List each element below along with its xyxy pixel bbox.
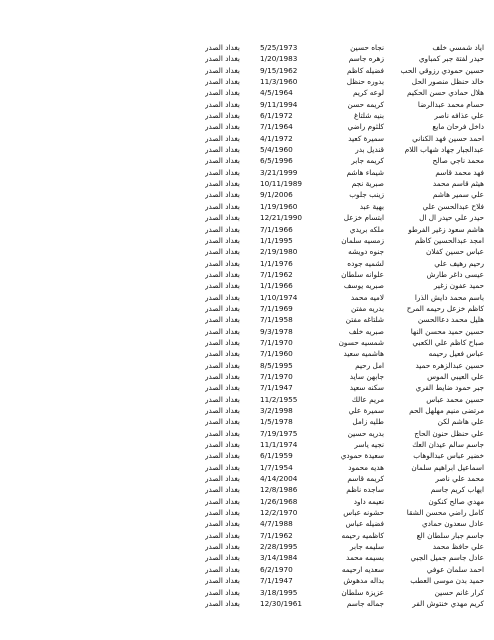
birth-place: بغداد الصدر [205, 406, 240, 415]
table-row [205, 496, 484, 507]
birth-date: 7/1/1966 [260, 224, 293, 234]
table-row [205, 405, 484, 416]
birth-place: بغداد الصدر [205, 54, 240, 64]
birth-place: بغداد الصدر [205, 530, 240, 540]
birth-place: بغداد الصدر [205, 88, 240, 98]
mother-name: كريمه جابر [351, 156, 384, 166]
birth-place: بغداد الصدر [205, 179, 240, 189]
birth-place: بغداد الصدر [205, 167, 240, 177]
birth-place: بغداد الصدر [205, 133, 240, 143]
birth-date: 6/2/1970 [260, 564, 293, 574]
person-name: كاظم خزعل رحيمه المرح [406, 303, 484, 313]
mother-name: كريمه حسن [347, 99, 384, 109]
birth-place: بغداد الصدر [205, 371, 240, 381]
birth-place: بغداد الصدر [205, 156, 240, 166]
person-name: اسماعيل ابراهيم سلمان [411, 462, 484, 472]
table-row [205, 326, 484, 337]
mother-name: عزيزة سلطان [341, 587, 384, 597]
birth-place: بغداد الصدر [205, 508, 240, 518]
birth-date: 1/1/1966 [260, 281, 293, 291]
person-name: كرار غانم حسين [434, 587, 484, 597]
birth-date: 3/2/1998 [260, 406, 293, 415]
mother-name: مريم عالك [351, 394, 384, 404]
person-name: جاسم سالم عيدان العك [412, 440, 484, 450]
table-row [205, 439, 484, 450]
table-row [205, 552, 484, 563]
mother-name: زينب جلوب [349, 190, 384, 200]
birth-place: بغداد الصدر [205, 474, 240, 484]
birth-date: 4/1/1972 [260, 133, 293, 143]
mother-name: سليمه جابر [350, 542, 384, 552]
table-row [205, 473, 484, 484]
person-name: حسين حمودي رزوقي الحب [400, 65, 484, 75]
table-row [205, 416, 484, 427]
mother-name: فضيله كاظم [346, 65, 384, 75]
birth-place: بغداد الصدر [205, 394, 240, 404]
birth-date: 3/14/1984 [260, 553, 298, 563]
person-name: محمد ناجي صالح [432, 156, 484, 166]
birth-place: بغداد الصدر [205, 587, 240, 597]
birth-date: 9/11/1994 [260, 99, 298, 109]
mother-name: لاميه محمد [350, 292, 384, 302]
person-name: علي سمير هاشم [432, 190, 484, 200]
birth-date: 7/19/1975 [260, 428, 298, 438]
mother-name: بسيمه محمد [346, 553, 384, 563]
birth-date: 3/21/1999 [260, 167, 298, 177]
mother-name: سكنه سعيد [349, 383, 384, 393]
birth-place: بغداد الصدر [205, 145, 240, 155]
birth-date: 6/5/1996 [260, 156, 293, 166]
table-row [205, 269, 484, 280]
birth-place: بغداد الصدر [205, 201, 240, 211]
person-name: عبدالجبار جهاد شهاب اللام [404, 145, 484, 155]
birth-place: بغداد الصدر [205, 213, 240, 223]
mother-name: كلثوم راضي [347, 122, 384, 132]
birth-date: 1/1/1976 [260, 258, 293, 268]
table-row [205, 541, 484, 552]
mother-name: زمسيه سلمان [341, 235, 384, 245]
person-name: عباس حسين كفلان [426, 247, 484, 257]
table-row [205, 314, 484, 325]
birth-date: 12/21/1990 [260, 213, 303, 223]
person-name: حسين حميد محسن النها [410, 326, 484, 336]
birth-date: 7/1/1964 [260, 122, 293, 132]
table-row [205, 382, 484, 393]
table-row [205, 201, 484, 212]
birth-date: 4/7/1988 [260, 519, 293, 529]
person-name: فلاح عبدالحسن علي [422, 201, 484, 211]
table-row [205, 530, 484, 541]
person-name: احمد سلمان عوفي [426, 564, 484, 574]
mother-name: سعيدة حمودي [340, 451, 384, 461]
birth-place: بغداد الصدر [205, 598, 240, 608]
records-body [205, 42, 484, 609]
person-name: علي العيبي الموس [427, 371, 484, 381]
birth-date: 1/19/1960 [260, 201, 298, 211]
mother-name: كاظميه رحيمه [341, 530, 384, 540]
mother-name: صبرية نجم [351, 179, 384, 189]
birth-place: بغداد الصدر [205, 258, 240, 268]
birth-place: بغداد الصدر [205, 451, 240, 461]
table-row [205, 575, 484, 586]
person-name: حسام محمد عبدالرضا [417, 99, 484, 109]
person-name: باسم محمد دايش الذرا [414, 292, 484, 302]
mother-name: نعيمه داود [353, 496, 384, 506]
person-name: هاشم سعود زغير الفرطو [408, 224, 484, 234]
person-name: جاسم جبار سلطان الع [416, 530, 484, 540]
table-row [205, 360, 484, 371]
birth-place: بغداد الصدر [205, 576, 240, 586]
mother-name: جماله جاسم [346, 598, 384, 608]
person-name: هيثم قاسم محمد [432, 179, 484, 189]
person-name: مرتضى منيم مهلهل الحم [409, 406, 484, 415]
mother-name: بدريه مفتن [350, 303, 384, 313]
table-row [205, 155, 484, 166]
person-name: فهد محمد قاسم [435, 167, 484, 177]
person-name: علي حافظ محمد [432, 542, 484, 552]
birth-place: بغداد الصدر [205, 99, 240, 109]
birth-place: بغداد الصدر [205, 190, 240, 200]
table-row [205, 224, 484, 235]
table-row [205, 394, 484, 405]
person-name: خضير عباس عبدالوهاب [413, 451, 484, 461]
mother-name: سعديه ارحيمه [341, 564, 384, 574]
birth-date: 9/15/1962 [260, 65, 298, 75]
mother-name: علوانه سلطان [341, 269, 384, 279]
birth-date: 7/1/1969 [260, 303, 293, 313]
birth-date: 4/5/1964 [260, 88, 293, 98]
birth-date: 9/3/1978 [260, 326, 293, 336]
birth-date: 12/8/1986 [260, 485, 298, 495]
birth-date: 4/14/2004 [260, 474, 298, 484]
person-name: اياد شمسي خلف [432, 43, 484, 52]
birth-place: بغداد الصدر [205, 553, 240, 563]
birth-date: 8/5/1995 [260, 360, 293, 370]
birth-date: 7/1/1958 [260, 315, 293, 325]
table-row [205, 258, 484, 269]
mother-name: حشونه عباس [343, 508, 384, 518]
mother-name: زهره جاسم [348, 54, 384, 64]
mother-name: صبريه خلف [348, 326, 384, 336]
table-row [205, 133, 484, 144]
birth-date: 11/1/1974 [260, 440, 298, 450]
birth-place: بغداد الصدر [205, 269, 240, 279]
birth-date: 1/5/1978 [260, 417, 293, 427]
mother-name: امل رحيم [355, 360, 384, 370]
person-name: حسين محمد عباس [426, 394, 484, 404]
birth-place: بغداد الصدر [205, 496, 240, 506]
table-row [205, 42, 484, 53]
person-name: علي حنظل حنون الحاج [414, 428, 484, 438]
birth-place: بغداد الصدر [205, 122, 240, 132]
birth-date: 1/26/1968 [260, 496, 298, 506]
person-name: عادل جاسم جميل الجبي [410, 553, 484, 563]
birth-place: بغداد الصدر [205, 462, 240, 472]
birth-place: بغداد الصدر [205, 542, 240, 552]
birth-place: بغداد الصدر [205, 485, 240, 495]
mother-name: صبريه يوسف [343, 281, 384, 291]
mother-name: كريمه قاسم [347, 474, 384, 484]
mother-name: ابتسام خزعل [343, 213, 384, 223]
table-row [205, 462, 484, 473]
birth-date: 2/19/1980 [260, 247, 298, 257]
table-row [205, 99, 484, 110]
birth-date: 7/1/1970 [260, 337, 293, 347]
person-name: عباس فعيل رحيمه [428, 349, 484, 359]
table-row [205, 598, 484, 609]
person-name: علي هاشم لكن [437, 417, 484, 427]
birth-place: بغداد الصدر [205, 360, 240, 370]
person-name: داخل فرحان مايع [432, 122, 484, 132]
person-name: حيدر لفتة جبر كمباوي [418, 54, 484, 64]
person-name: مهدي صالح كنكون [428, 496, 484, 506]
birth-place: بغداد الصدر [205, 292, 240, 302]
birth-date: 7/1/1947 [260, 576, 293, 586]
person-name: هلال حمادي حسن الحكيم [407, 88, 484, 98]
mother-name: سميرة علي [348, 406, 384, 415]
table-row [205, 450, 484, 461]
birth-date: 1/10/1974 [260, 292, 298, 302]
birth-date: 7/1/1962 [260, 269, 293, 279]
birth-date: 6/1/1972 [260, 111, 293, 121]
mother-name: لشميه جوده [347, 258, 384, 268]
birth-place: بغداد الصدر [205, 383, 240, 393]
person-name: صباح كاظم علي الكعبي [412, 337, 484, 347]
person-name: حميد بدن موسى العطب [410, 576, 484, 586]
table-row [205, 428, 484, 439]
birth-place: بغداد الصدر [205, 235, 240, 245]
table-row [205, 167, 484, 178]
table-row [205, 87, 484, 98]
table-row [205, 110, 484, 121]
person-name: حسين عبدالزهره حميد [415, 360, 484, 370]
birth-place: بغداد الصدر [205, 247, 240, 257]
table-row [205, 53, 484, 64]
mother-name: ساجده ناظم [346, 485, 384, 495]
mother-name: ملكه بريدي [349, 224, 384, 234]
birth-date: 7/1/1960 [260, 349, 293, 359]
person-name: جبر حمود ضايط الفري [415, 383, 484, 393]
mother-name: بنيه شلتاغ [354, 111, 384, 121]
table-row [205, 484, 484, 495]
birth-place: بغداد الصدر [205, 337, 240, 347]
table-row [205, 348, 484, 359]
person-name: ايهاب كريم جاسم [430, 485, 484, 495]
birth-place: بغداد الصدر [205, 224, 240, 234]
person-name: رحيم رهيف علي [434, 258, 484, 268]
table-row [205, 292, 484, 303]
mother-name: شمسيه حسون [338, 337, 384, 347]
birth-place: بغداد الصدر [205, 303, 240, 313]
table-row [205, 212, 484, 223]
birth-place: بغداد الصدر [205, 315, 240, 325]
person-name: هليل محمد دعاالحسن [417, 315, 484, 325]
mother-name: لوعه كريم [353, 88, 384, 98]
mother-name: بهية عبد [359, 201, 384, 211]
birth-date: 6/1/1959 [260, 451, 293, 461]
table-row [205, 303, 484, 314]
birth-date: 7/1/1970 [260, 371, 293, 381]
person-name: علي عذافه ناصر [434, 111, 484, 121]
mother-name: فضيله عباس [345, 519, 384, 529]
table-row [205, 507, 484, 518]
birth-place: بغداد الصدر [205, 111, 240, 121]
mother-name: هاشميه سعيد [343, 349, 384, 359]
mother-name: سميرة كعيد [348, 133, 384, 143]
birth-date: 5/4/1960 [260, 145, 293, 155]
birth-place: بغداد الصدر [205, 564, 240, 574]
table-row [205, 337, 484, 348]
mother-name: شلتاغه مفتن [345, 315, 384, 325]
table-row [205, 371, 484, 382]
table-row [205, 65, 484, 76]
birth-date: 11/3/1960 [260, 77, 298, 87]
birth-date: 1/7/1954 [260, 462, 293, 472]
mother-name: بدريه حسين [347, 428, 384, 438]
birth-place: بغداد الصدر [205, 65, 240, 75]
birth-place: بغداد الصدر [205, 77, 240, 87]
mother-name: نجيه ياسر [354, 440, 384, 450]
table-row [205, 587, 484, 598]
table-row [205, 178, 484, 189]
person-name: كريم مهدي خنتوش الفر [412, 598, 484, 608]
mother-name: قنديل بدر [355, 145, 384, 155]
table-row [205, 189, 484, 200]
birth-place: بغداد الصدر [205, 326, 240, 336]
mother-name: جنوه دويشه [348, 247, 384, 257]
birth-date: 5/25/1973 [260, 43, 298, 52]
birth-place: بغداد الصدر [205, 440, 240, 450]
birth-date: 10/11/1989 [260, 179, 303, 189]
table-row [205, 121, 484, 132]
birth-place: بغداد الصدر [205, 281, 240, 291]
birth-place: بغداد الصدر [205, 417, 240, 427]
records-table [205, 42, 484, 609]
person-name: خالد حنظل منصور الحل [411, 77, 484, 87]
person-name: عيسى داغر طارش [426, 269, 484, 279]
mother-name: شيماء هاشم [346, 167, 384, 177]
table-row [205, 280, 484, 291]
birth-place: بغداد الصدر [205, 43, 240, 52]
birth-date: 7/1/1947 [260, 383, 293, 393]
birth-date: 9/1/2006 [260, 190, 293, 200]
person-name: كامل راضي محسن الشقا [406, 508, 484, 518]
birth-place: بغداد الصدر [205, 428, 240, 438]
birth-date: 3/18/1995 [260, 587, 298, 597]
birth-date: 12/2/1970 [260, 508, 298, 518]
birth-date: 11/2/1955 [260, 394, 298, 404]
person-name: احمد حسين فهد الكناني [412, 133, 484, 143]
birth-date: 12/30/1961 [260, 598, 303, 608]
table-row [205, 246, 484, 257]
table-row [205, 76, 484, 87]
person-name: عادل سعدون حمادي [421, 519, 484, 529]
birth-place: بغداد الصدر [205, 519, 240, 529]
person-name: حيدر علي حيدر ال ال [419, 213, 484, 223]
person-name: محمد علي ناصر [435, 474, 484, 484]
mother-name: بدوره حنظل [346, 77, 384, 87]
mother-name: بداله مدهوش [343, 576, 384, 586]
person-name: امجد عبدالحسين كاظم [414, 235, 484, 245]
table-row [205, 144, 484, 155]
birth-date: 1/1/1995 [260, 235, 293, 245]
birth-date: 1/20/1983 [260, 54, 298, 64]
mother-name: نجاه حسين [350, 43, 384, 52]
mother-name: هديه محمود [348, 462, 384, 472]
mother-name: جابهن سايد [349, 371, 384, 381]
table-row [205, 518, 484, 529]
birth-place: بغداد الصدر [205, 349, 240, 359]
mother-name: طليه زامل [352, 417, 384, 427]
person-name: حميد عفون زغير [433, 281, 484, 291]
table-row [205, 235, 484, 246]
birth-date: 2/28/1995 [260, 542, 298, 552]
table-row [205, 564, 484, 575]
birth-date: 7/1/1962 [260, 530, 293, 540]
